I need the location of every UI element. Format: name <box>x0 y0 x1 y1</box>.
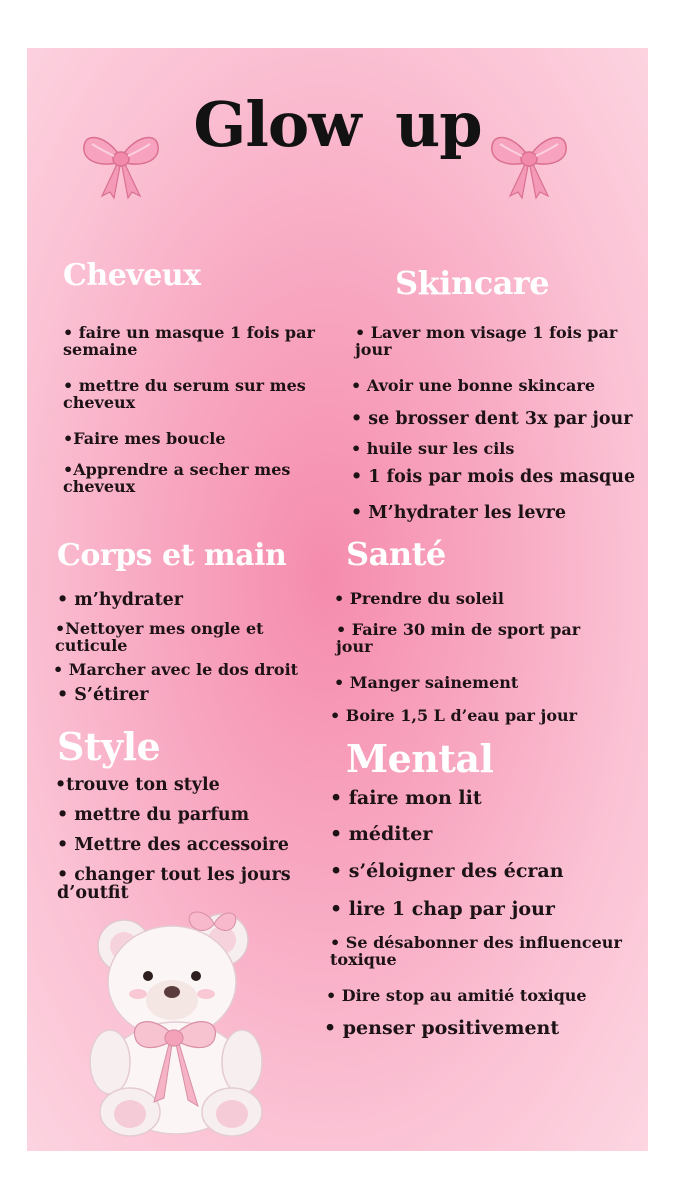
teddy-bear-image <box>72 902 292 1142</box>
list-item-sante-3: • Manger sainement <box>334 673 519 692</box>
list-item-style-4: • changer tout les jours d’outfit <box>57 865 291 904</box>
list-item-skincare-3: • se brosser dent 3x par jour <box>351 409 633 429</box>
list-item-corps-3: • Marcher avec le dos droit <box>53 660 299 679</box>
list-item-mental-5: • Se désabonner des influenceur toxique <box>330 933 622 969</box>
bow-icon-right <box>488 128 570 200</box>
list-item-corps-4: • S’étirer <box>57 685 149 705</box>
list-item-skincare-6: • M’hydrater les levre <box>351 503 566 523</box>
list-item-skincare-2: • Avoir une bonne skincare <box>351 376 596 395</box>
list-item-style-1: •trouve ton style <box>55 775 220 795</box>
section-title-corps: Corps et main <box>57 538 287 573</box>
list-item-mental-7: • penser positivement <box>324 1017 560 1039</box>
list-item-mental-4: • lire 1 chap par jour <box>330 898 555 920</box>
list-item-sante-2: • Faire 30 min de sport par jour <box>336 620 581 656</box>
list-item-style-2: • mettre du parfum <box>57 805 250 825</box>
list-item-sante-4: • Boire 1,5 L d’eau par jour <box>330 706 578 725</box>
list-item-mental-6: • Dire stop au amitié toxique <box>326 986 587 1005</box>
list-item-skincare-5: • 1 fois par mois des masque <box>351 467 636 487</box>
list-item-mental-1: • faire mon lit <box>330 787 482 809</box>
list-item-mental-2: • méditer <box>330 823 433 845</box>
list-item-cheveux-4: •Apprendre a secher mes cheveux <box>63 460 291 496</box>
list-item-cheveux-1: • faire un masque 1 fois par semaine <box>63 323 315 359</box>
page-title: Glow up <box>193 88 482 161</box>
list-item-cheveux-3: •Faire mes boucle <box>63 429 226 448</box>
list-item-cheveux-2: • mettre du serum sur mes cheveux <box>63 376 306 412</box>
section-title-mental: Mental <box>346 736 494 781</box>
section-title-cheveux: Cheveux <box>63 258 201 293</box>
list-item-skincare-1: • Laver mon visage 1 fois par jour <box>355 323 618 359</box>
list-item-mental-3: • s’éloigner des écran <box>330 860 564 882</box>
section-title-skincare: Skincare <box>395 264 550 302</box>
section-title-sante: Santé <box>346 535 446 573</box>
list-item-sante-1: • Prendre du soleil <box>334 589 504 608</box>
list-item-corps-1: • m’hydrater <box>57 590 184 610</box>
section-title-style: Style <box>57 724 161 769</box>
list-item-style-3: • Mettre des accessoire <box>57 835 289 855</box>
list-item-corps-2: •Nettoyer mes ongle et cuticule <box>55 619 264 655</box>
list-item-skincare-4: • huile sur les cils <box>351 439 515 458</box>
